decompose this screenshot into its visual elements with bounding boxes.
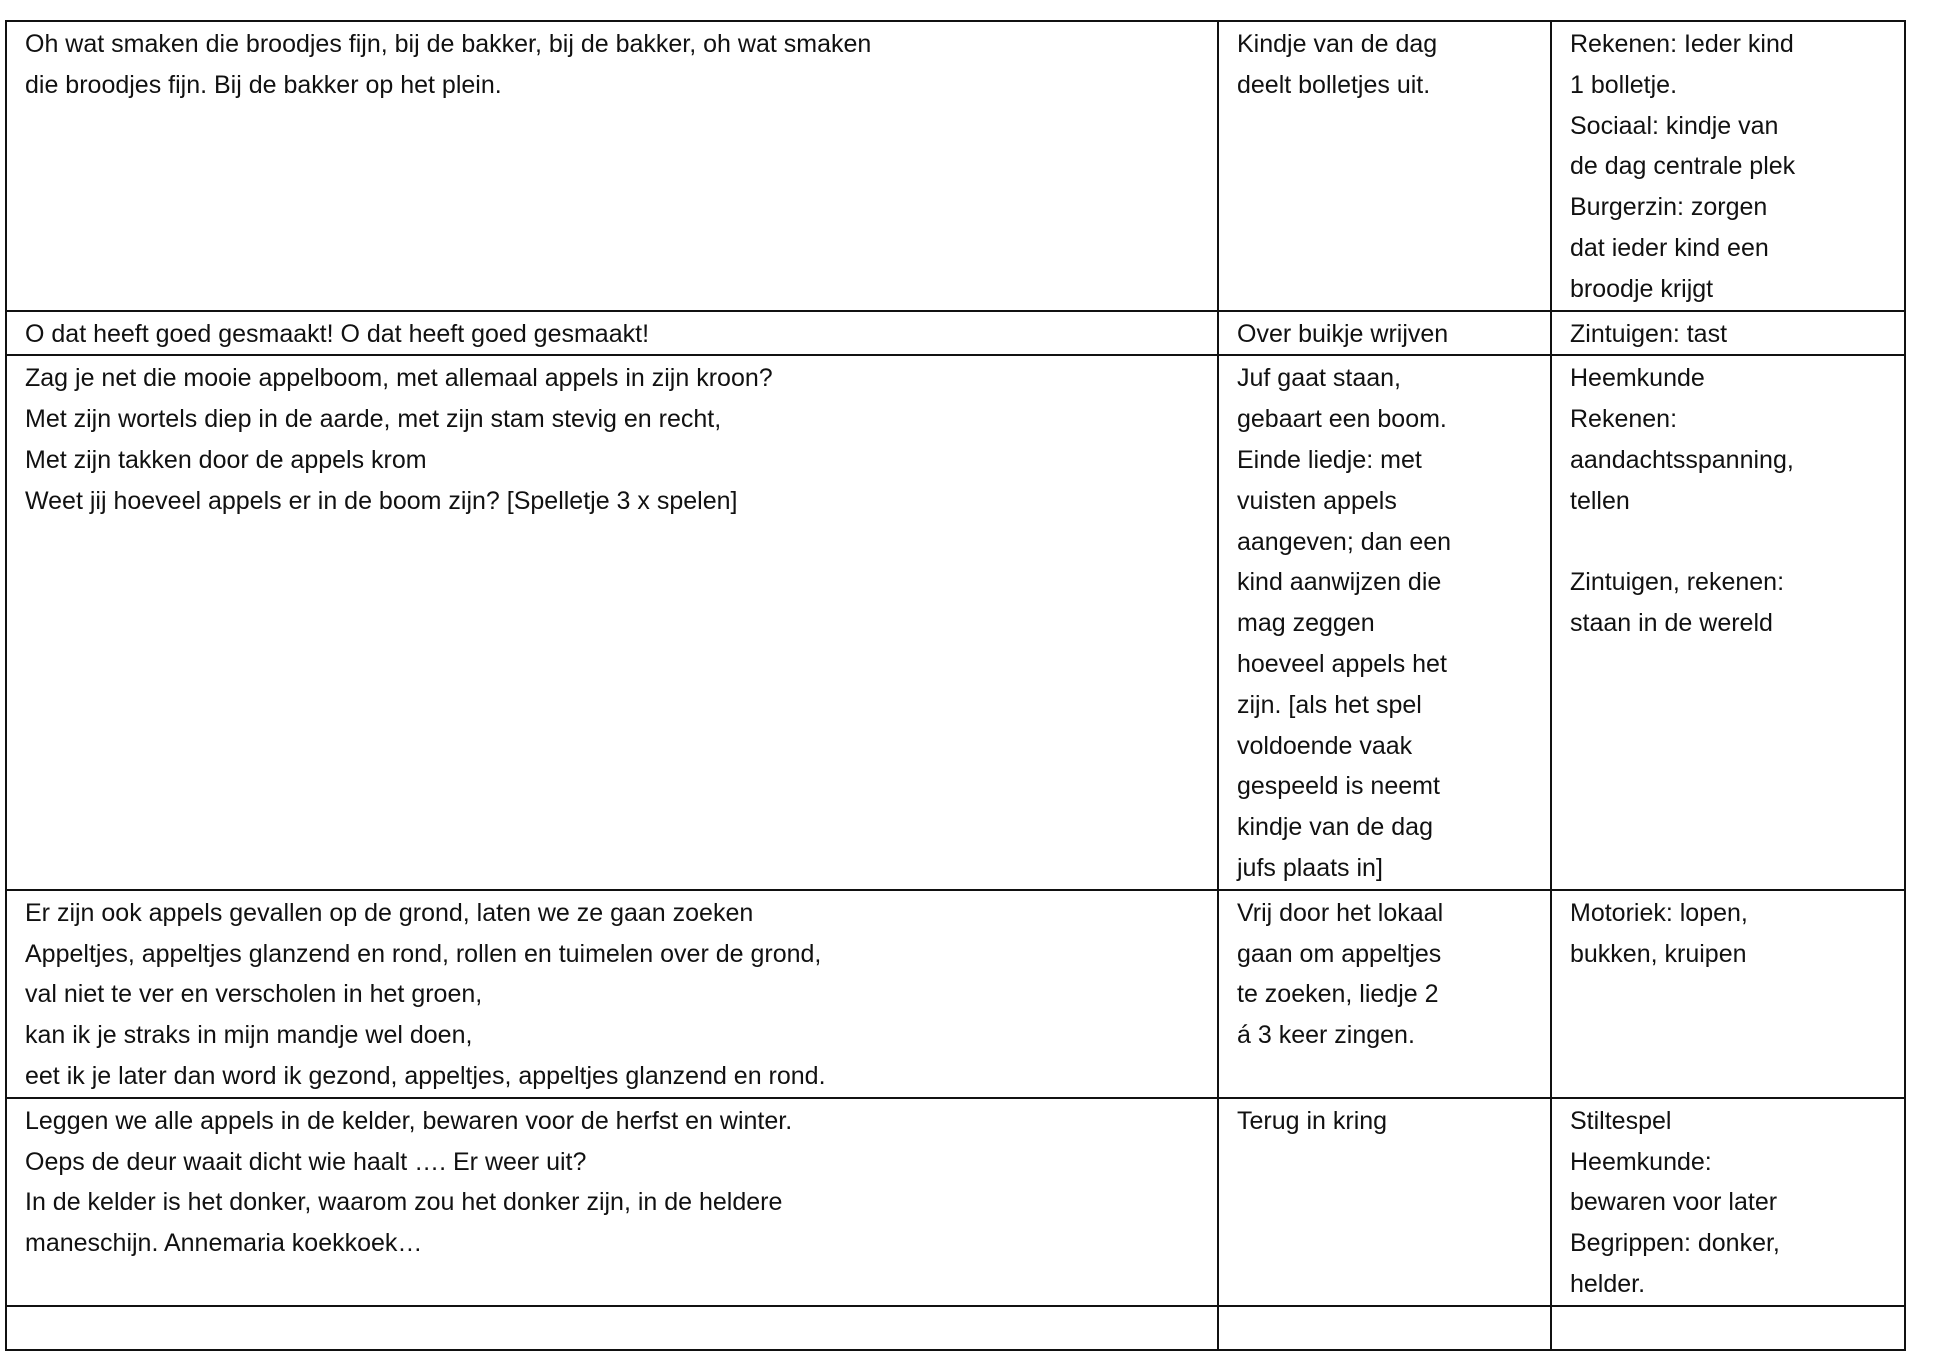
goals-cell [1551, 311, 1905, 356]
lyrics-cell [6, 355, 1218, 889]
text-line: O dat heeft goed gesmaakt! O dat heeft goed gesmaakt! [25, 319, 650, 348]
text-line: vuisten appels [1237, 486, 1397, 515]
activity-cell [1218, 355, 1551, 889]
table-row [6, 1098, 1905, 1306]
text-line: Begrippen: donker, [1570, 1229, 1780, 1258]
lesson-plan-table [5, 20, 1906, 1351]
text-line: val niet te ver en verscholen in het groen, [25, 980, 483, 1009]
goals-cell [1551, 1098, 1905, 1306]
text-line: gaan om appeltjes [1237, 939, 1442, 968]
text-line: Over buikje wrijven [1237, 319, 1449, 348]
text-line: Rekenen: Ieder kind [1570, 30, 1794, 58]
text-line: Met zijn wortels diep in de aarde, met zijn stam stevig en recht, [25, 405, 722, 434]
text-line: kindje van de dag [1237, 813, 1433, 842]
activity-cell [1218, 1098, 1551, 1306]
text-line: Appeltjes, appeltjes glanzend en rond, rollen en tuimelen over de grond, [25, 939, 822, 968]
text-line: Stiltespel [1570, 1106, 1672, 1135]
table-row [6, 890, 1905, 1098]
text-line: eet ik je later dan word ik gezond, appeltjes, appeltjes glanzend en rond. [25, 1061, 826, 1090]
activity-cell [1218, 890, 1551, 1098]
text-line: hoeveel appels het [1237, 649, 1447, 678]
text-line: aandachtsspanning, [1570, 445, 1794, 474]
text-line [1570, 522, 1894, 563]
goals-cell [1551, 355, 1905, 889]
text-line: gespeeld is neemt [1237, 772, 1440, 801]
goals-cell [1551, 890, 1905, 1098]
text-line: Heemkunde: [1570, 1147, 1712, 1176]
text-line: mag zeggen [1237, 609, 1375, 638]
text-line: die broodjes fijn. Bij de bakker op het plein. [25, 70, 502, 99]
text-line: Zintuigen, rekenen: [1570, 568, 1785, 597]
text-line: Motoriek: lopen, [1570, 898, 1748, 927]
text-line: tellen [1570, 486, 1630, 515]
text-line: Burgerzin: zorgen [1570, 193, 1768, 222]
text-line: Weet jij hoeveel appels er in de boom zijn? [Spelletje 3 x spelen] [25, 486, 738, 515]
text-line: 1 bolletje. [1570, 70, 1678, 99]
text-line: Einde liedje: met [1237, 445, 1422, 474]
text-line: Met zijn takken door de appels krom [25, 445, 427, 474]
text-line: Kindje van de dag [1237, 30, 1438, 58]
activity-cell [1218, 311, 1551, 356]
text-line: Rekenen: [1570, 405, 1678, 434]
text-line: zijn. [als het spel [1237, 690, 1422, 719]
text-line: Er zijn ook appels gevallen op de grond, laten we ze gaan zoeken [25, 898, 754, 927]
text-line: deelt bolletjes uit. [1237, 70, 1431, 99]
text-line: In de kelder is het donker, waarom zou het donker zijn, in de heldere [25, 1188, 783, 1217]
text-line: bukken, kruipen [1570, 939, 1747, 968]
lyrics-cell [6, 311, 1218, 356]
table-row [6, 21, 1905, 311]
text-line: Zag je net die mooie appelboom, met allemaal appels in zijn kroon? [25, 364, 773, 393]
text-line: Oh wat smaken die broodjes fijn, bij de bakker, bij de bakker, oh wat smaken [25, 30, 872, 58]
table-body [6, 21, 1905, 1350]
text-line: Heemkunde [1570, 364, 1705, 393]
text-line: Juf gaat staan, [1237, 364, 1402, 393]
text-line: voldoende vaak [1237, 731, 1413, 760]
text-line: jufs plaats in] [1237, 853, 1383, 882]
text-line: kan ik je straks in mijn mandje wel doen, [25, 1021, 473, 1050]
text-line: kind aanwijzen die [1237, 568, 1442, 597]
text-line: Sociaal: kindje van [1570, 111, 1779, 140]
text-line: helder. [1570, 1269, 1646, 1298]
text-line: maneschijn. Annemaria koekkoek… [25, 1229, 423, 1258]
activity-cell [1218, 21, 1551, 311]
table-row-cut-off [6, 1306, 1905, 1350]
text-line: staan in de wereld [1570, 609, 1773, 638]
lyrics-cell-cut-off [6, 1306, 1218, 1350]
text-line: Leggen we alle appels in de kelder, bewaren voor de herfst en winter. [25, 1106, 793, 1135]
text-line: de dag centrale plek [1570, 152, 1796, 181]
lyrics-cell [6, 21, 1218, 311]
text-line: broodje krijgt [1570, 274, 1714, 303]
goals-cell-cut-off [1551, 1306, 1905, 1350]
text-line: Vrij door het lokaal [1237, 898, 1444, 927]
table-row [6, 355, 1905, 889]
text-line: bewaren voor later [1570, 1188, 1778, 1217]
text-line: á 3 keer zingen. [1237, 1021, 1415, 1050]
lyrics-cell [6, 890, 1218, 1098]
text-line: Oeps de deur waait dicht wie haalt …. Er weer uit? [25, 1147, 587, 1176]
text-line: te zoeken, liedje 2 [1237, 980, 1439, 1009]
text-line: dat ieder kind een [1570, 233, 1769, 262]
text-line: gebaart een boom. [1237, 405, 1447, 434]
text-line: aangeven; dan een [1237, 527, 1452, 556]
activity-cell-cut-off [1218, 1306, 1551, 1350]
text-line: Terug in kring [1237, 1106, 1388, 1135]
table-row [6, 311, 1905, 356]
goals-cell [1551, 21, 1905, 311]
text-line: Zintuigen: tast [1570, 319, 1728, 348]
lyrics-cell [6, 1098, 1218, 1306]
